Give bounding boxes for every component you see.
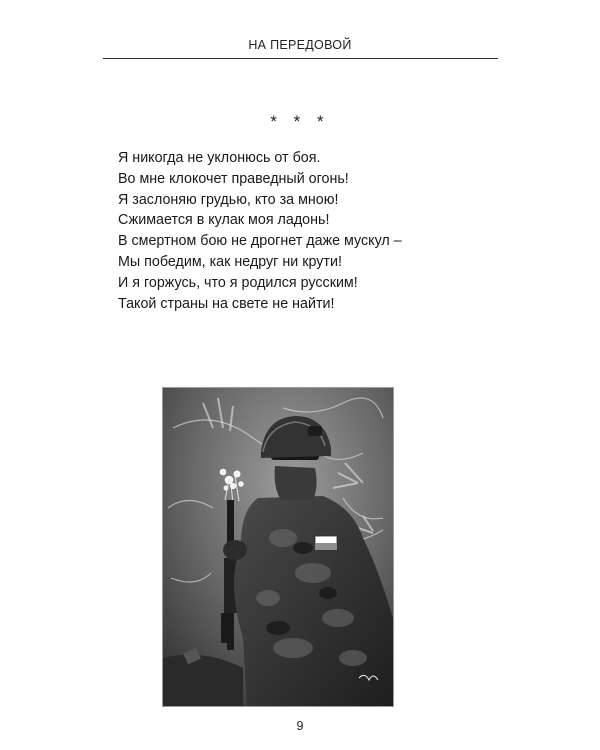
poem-line-5: В смертном бою не дрогнет даже мускул –	[118, 233, 402, 250]
header-rule	[103, 58, 498, 59]
poem-line-7: И я горжусь, что я родился русским!	[118, 274, 358, 291]
poem-line-3: Я заслоняю грудью, кто за мною!	[118, 191, 339, 208]
poem-line-8: Такой страны на свете не найти!	[118, 295, 335, 312]
poem-stanza	[118, 148, 518, 314]
poem-line-1: Я никогда не уклонюсь от боя.	[118, 150, 321, 166]
soldier-illustration	[162, 387, 394, 707]
soldier-drawing	[163, 388, 393, 706]
poem-line-2: Во мне клокочет праведный огонь!	[118, 170, 349, 187]
running-title: НА ПЕРЕДОВОЙ	[248, 38, 352, 52]
poem-line-4: Сжимается в кулак моя ладонь!	[118, 212, 330, 229]
poem-line-6: Мы победим, как недруг ни крути!	[118, 253, 342, 270]
page-number: 9	[296, 719, 304, 733]
poem-separator: * * *	[270, 112, 330, 131]
